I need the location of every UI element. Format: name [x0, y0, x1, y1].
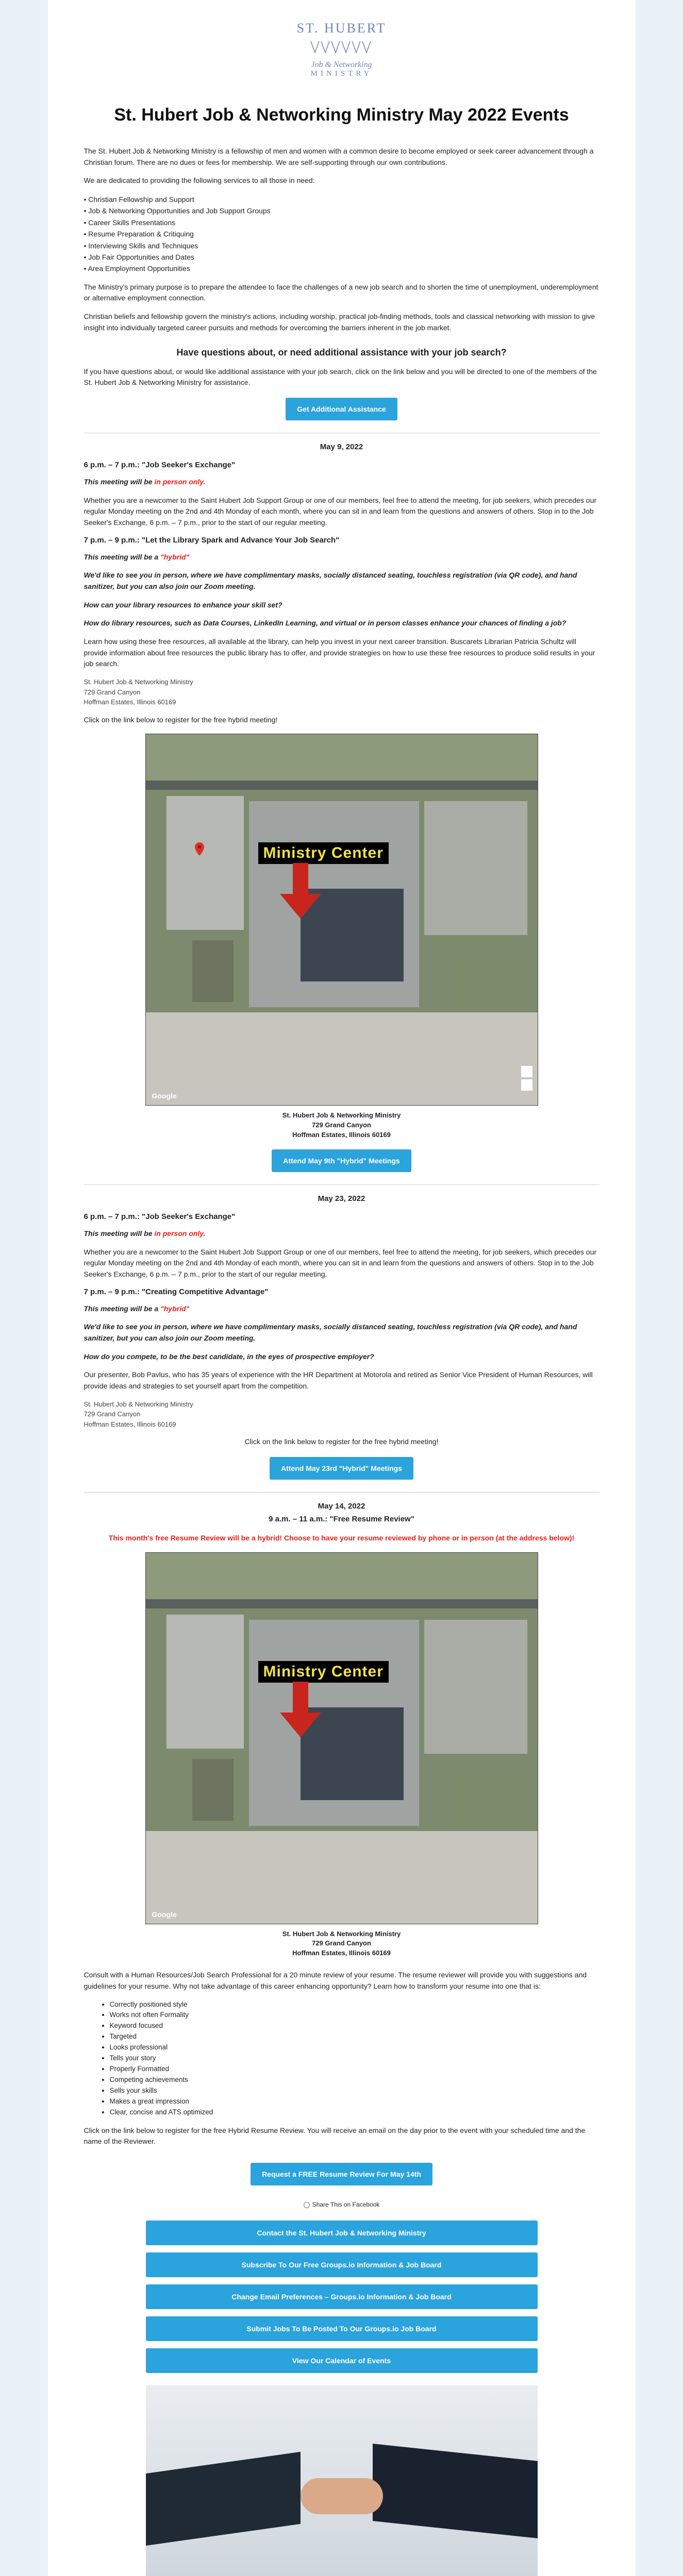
event-question: How do you compete, to be the best candidate, in the eyes of prospective employer? [84, 1352, 374, 1361]
event-description: Whether you are a newcomer to the Saint Hubert Job Support Group or one of our members, feel free to attend the meeting, for job seekers, which precedes our regular Monday meeting on the 2nd and 4th Monday of each month, where you can sit in and learn from the questions and answers of others. Stop in to the Job Seeker's Exchange, 6 p.m. – 7 p.m., prior to the start of our regular meeting. [84, 496, 597, 527]
share-label: Share This on Facebook [312, 2201, 380, 2209]
event-title: 6 p.m. – 7 p.m.: "Job Seeker's Exchange" [84, 460, 236, 469]
list-item: • Job Fair Opportunities and Dates [84, 251, 599, 263]
intro-paragraph: Christian beliefs and fellowship govern the ministry's actions, including worship, practical job-finding methods, tools and classical networking with mission to give insight into individually targeted career pursuits and methods for overcoming the barriers inherent in the job market. [84, 312, 595, 332]
list-item: • Job & Networking Opportunities and Job Support Groups [84, 205, 599, 216]
meeting-note-red: in person only. [154, 477, 206, 486]
logo-line3: MINISTRY [310, 70, 373, 78]
google-logo: Google [152, 1910, 177, 1919]
logo-line2: Job & Networking [311, 60, 372, 69]
list-item: • Looks professional [110, 2042, 599, 2053]
resume-qualities-list [110, 1999, 599, 2118]
divider [84, 1492, 599, 1493]
meeting-note-red: "hybrid" [160, 552, 190, 561]
location-map[interactable] [145, 1552, 538, 1924]
event-address [84, 677, 599, 707]
change-email-prefs-button[interactable]: Change Email Preferences – Groups.io Information & Job Board [146, 2284, 538, 2309]
event-title: 9 a.m. – 11 a.m.: "Free Resume Review" [269, 1514, 414, 1523]
event-address [84, 1399, 599, 1430]
event-highlight: This month's free Resume Review will be a hybrid! Choose to have your resume reviewed by phone or in person (at the address below)! [108, 1533, 575, 1542]
attend-may9-button[interactable]: Attend May 9th "Hybrid" Meetings [272, 1149, 411, 1172]
event-title: 7 p.m. – 9 p.m.: "Let the Library Spark and Advance Your Job Search" [84, 535, 340, 545]
caption-line: Hoffman Estates, Illinois 60169 [292, 1949, 391, 1957]
register-text: Click on the link below to register for the free hybrid meeting! [244, 1437, 439, 1446]
event-description: We'd like to see you in person, where we have complimentary masks, socially distanced seating, touchless registration (via QR code), and hand sanitizer, but you can also join our Zoom meeting. [84, 1323, 577, 1343]
zoom-in-icon[interactable] [521, 1066, 532, 1077]
list-item: • Clear, concise and ATS optimized [110, 2107, 599, 2118]
divider [84, 1184, 599, 1185]
people-icon [306, 39, 378, 55]
list-item: • Career Skills Presentations [84, 217, 599, 228]
links-section [84, 2221, 599, 2373]
map-caption [84, 1111, 599, 1140]
event-date: May 23, 2022 [318, 1194, 365, 1203]
list-item: • Keyword focused [110, 2021, 599, 2031]
arrow-down-icon [277, 863, 324, 920]
caption-line: St. Hubert Job & Networking Ministry [282, 1111, 401, 1120]
event-question: How do library resources, such as Data Courses, LinkedIn Learning, and virtual or in person classes enhance your chances of finding a job? [84, 619, 567, 628]
list-item: • Targeted [110, 2031, 599, 2042]
meeting-note: This meeting will be a [84, 1304, 161, 1313]
view-calendar-button[interactable]: View Our Calendar of Events [146, 2348, 538, 2373]
location-map[interactable] [145, 734, 538, 1106]
get-assistance-button[interactable]: Get Additional Assistance [286, 398, 397, 420]
assist-heading: Have questions about, or need additional assistance with your job search? [176, 347, 507, 358]
meeting-note-red: "hybrid" [160, 1304, 190, 1313]
address-line: 729 Grand Canyon [84, 1410, 141, 1418]
list-item: • Properly Formatted [110, 2064, 599, 2075]
event-description: We'd like to see you in person, where we have complimentary masks, socially distanced seating, touchless registration (via QR code), and hand sanitizer, but you can also join our Zoom meeting. [84, 571, 577, 591]
address-line: Hoffman Estates, Illinois 60169 [84, 1420, 176, 1428]
list-item: • Tells your story [110, 2053, 599, 2064]
event-title: 6 p.m. – 7 p.m.: "Job Seeker's Exchange" [84, 1212, 236, 1221]
newsletter [48, 0, 636, 2576]
meeting-note-red: in person only. [154, 1229, 206, 1238]
page-title: St. Hubert Job & Networking Ministry May 2022 Events [114, 105, 569, 125]
services-list [84, 194, 599, 275]
event-description: Whether you are a newcomer to the Saint Hubert Job Support Group or one of our members, feel free to attend the meeting, for job seekers, which precedes our regular Monday meeting on the 2nd and 4th Monday of each month, where you can sit in and learn from the questions and answers of others. Stop in to the Job Seeker's Exchange, 6 p.m. – 7 p.m., prior to the start of our regular meeting. [84, 1247, 597, 1278]
ministry-center-label: Ministry Center [258, 1661, 389, 1683]
subscribe-button[interactable]: Subscribe To Our Free Groups.io Information & Job Board [146, 2252, 538, 2277]
caption-line: 729 Grand Canyon [312, 1121, 371, 1129]
meeting-note: This meeting will be [84, 477, 155, 486]
share-facebook-link[interactable] [84, 2201, 599, 2208]
intro-paragraph: The St. Hubert Job & Networking Ministry is a fellowship of men and women with a common desire to become employed or seek career advancement through a Christian forum. There are no dues or fees for membership. We are self-supporting through our own contributions. [84, 147, 594, 166]
logo-line1: ST. HUBERT [296, 21, 387, 36]
event-description: Our presenter, Bob Pavlus, who has 35 years of experience with the HR Department at Motorola and retired as Senior Vice President of Human Resources, will provide ideas and strategies to set yourself apart from the competition. [84, 1370, 593, 1391]
list-item: • Makes a great impression [110, 2096, 599, 2107]
assist-text: If you have questions about, or would like additional assistance with your job search, click on the link below and you will be directed to one of the members of the St. Hubert Job & Networking Ministry for assistance. [84, 367, 597, 387]
intro-paragraph: We are dedicated to providing the following services to all those in need: [84, 176, 315, 185]
list-item: • Area Employment Opportunities [84, 263, 599, 274]
event-date: May 9, 2022 [320, 442, 363, 451]
caption-line: St. Hubert Job & Networking Ministry [282, 1929, 401, 1938]
address-line: Hoffman Estates, Illinois 60169 [84, 698, 176, 706]
address-line: St. Hubert Job & Networking Ministry [84, 678, 193, 686]
register-text: Click on the link below to register for the free Hybrid Resume Review. You will receive an email on the day prior to the event with your scheduled time and the name of the Reviewer. [84, 2126, 586, 2146]
map-pin-icon [195, 842, 204, 856]
list-item: • Resume Preparation & Critiquing [84, 228, 599, 240]
list-item: • Competing achievements [110, 2075, 599, 2086]
attend-may23-button[interactable]: Attend May 23rd "Hybrid" Meetings [270, 1457, 413, 1480]
list-item: • Correctly positioned style [110, 1999, 599, 2010]
map-caption [84, 1929, 599, 1959]
handshake-image [146, 2385, 538, 2576]
contact-ministry-button[interactable]: Contact the St. Hubert Job & Networking Ministry [146, 2221, 538, 2245]
list-item: • Interviewing Skills and Techniques [84, 240, 599, 251]
event-question: How can your library resources to enhance your skill set? [84, 600, 282, 609]
share-icon [304, 2202, 310, 2208]
meeting-note: This meeting will be [84, 1229, 155, 1238]
ministry-logo [84, 21, 599, 78]
caption-line: Hoffman Estates, Illinois 60169 [292, 1131, 391, 1139]
request-resume-review-button[interactable]: Request a FREE Resume Review For May 14th [251, 2163, 432, 2185]
intro-paragraph: The Ministry's primary purpose is to prepare the attendee to face the challenges of a new job search and to shorten the time of unemployment, underemployment or alternative employment connection. [84, 282, 598, 302]
zoom-out-icon[interactable] [521, 1079, 532, 1091]
google-logo: Google [152, 1092, 177, 1100]
arrow-down-icon [277, 1682, 324, 1738]
list-item: • Works not often Formality [110, 2010, 599, 2021]
ministry-center-label: Ministry Center [258, 842, 389, 864]
list-item: • Christian Fellowship and Support [84, 194, 599, 205]
caption-line: 729 Grand Canyon [312, 1939, 371, 1947]
address-line: St. Hubert Job & Networking Ministry [84, 1400, 193, 1408]
address-line: 729 Grand Canyon [84, 688, 141, 696]
event-description: Learn how using these free resources, all available at the library, can help you invest in your next career transition. Buscarets Librarian Patricia Schultz will provide information about free resources the public library has to offer, and provide strategies on how to use these free resources to produce solid results in your job search. [84, 637, 595, 668]
event-date: May 14, 2022 [318, 1501, 365, 1511]
list-item: • Sells your skills [110, 2086, 599, 2096]
meeting-note: This meeting will be a [84, 552, 161, 561]
event-description: Consult with a Human Resources/Job Search Professional for a 20 minute review of your resume. The resume reviewer will provide you with suggestions and guidelines for your resume. Why not take advantage of this career enhancing opportunity? Learn how to transform your resume into one that is: [84, 1971, 587, 1990]
register-text: Click on the link below to register for the free hybrid meeting! [84, 715, 278, 724]
event-title: 7 p.m. – 9 p.m.: "Creating Competitive Advantage" [84, 1287, 269, 1296]
submit-jobs-button[interactable]: Submit Jobs To Be Posted To Our Groups.io Job Board [146, 2316, 538, 2341]
